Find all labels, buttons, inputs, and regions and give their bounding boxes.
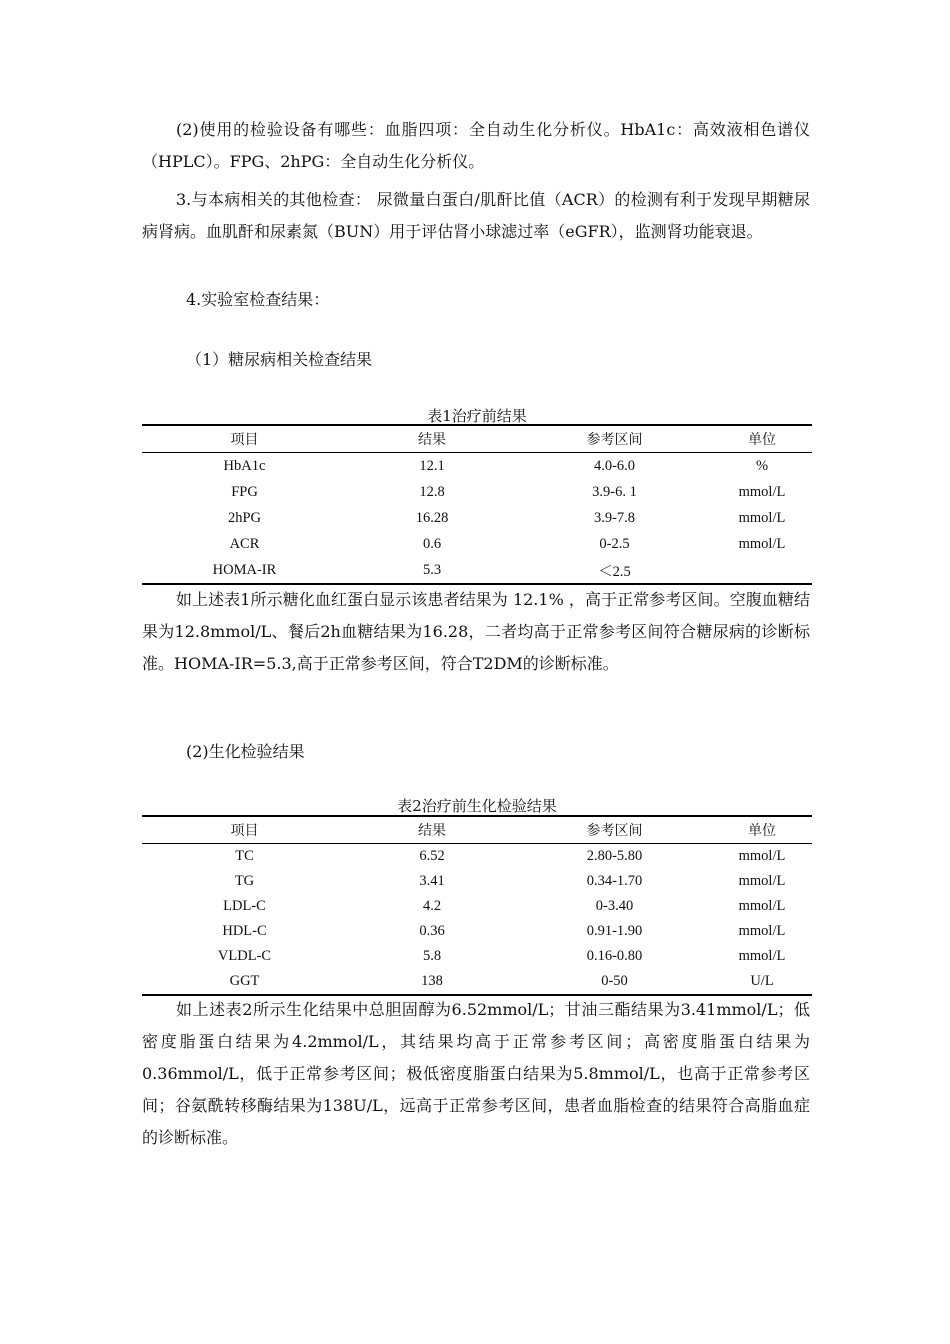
cell-result: 138 (347, 969, 517, 995)
cell-reference: ＜2.5 (517, 557, 712, 584)
cell-reference: 3.9-7.8 (593, 509, 636, 526)
column-header-item: 项目 (142, 816, 347, 844)
cell-unit: mmol/L (738, 898, 786, 914)
cell-unit: mmol/L (738, 923, 786, 939)
table-header-row (142, 816, 812, 844)
cell-item: HbA1c (223, 457, 266, 474)
table-row (142, 919, 812, 944)
cell-item: VLDL-C (217, 948, 272, 964)
table1-diabetes-results (142, 424, 812, 585)
table-row (142, 453, 812, 480)
table-row (142, 944, 812, 969)
cell-result: 16.28 (415, 509, 449, 526)
cell-reference: 2.80-5.80 (586, 848, 643, 864)
paragraph-other-tests: 3.与本病相关的其他检查： 尿微量白蛋白/肌酐比值（ACR）的检测有利于发现早期糖尿病肾病。血肌酐和尿素氮（BUN）用于评估肾小球滤过率（eGFR），监测肾功能衰退。 (142, 190, 810, 241)
column-header-unit: 单位 (712, 425, 812, 453)
cell-unit (712, 557, 812, 584)
table1-caption: 表1治疗前结果 (427, 407, 527, 425)
cell-item: HDL-C (222, 923, 267, 939)
cell-item: LDL-C (223, 898, 266, 914)
cell-item: ACR (229, 535, 260, 552)
cell-item: HOMA-IR (142, 557, 347, 584)
cell-reference: 0-50 (517, 969, 712, 995)
column-header-reference: 参考区间 (517, 425, 712, 453)
cell-item: TG (234, 873, 255, 889)
table-row (142, 505, 812, 531)
cell-item: GGT (142, 969, 347, 995)
table2-caption: 表2治疗前生化检验结果 (397, 797, 557, 815)
column-header-result: 结果 (347, 425, 517, 453)
table-row (142, 557, 812, 584)
table-row (142, 844, 812, 870)
column-header-item: 项目 (142, 425, 347, 453)
paragraph-table1-analysis: 如上述表1所示糖化血红蛋白显示该患者结果为 12.1% ，高于正常参考区间。空腹血糖结果为12.8mmol/L、餐后2h血糖结果为16.28，二者均高于正常参考区间符合糖尿病的诊断标准。HOMA-IR=5.3,高于正常参考区间，符合T2DM的诊断标准。 (142, 590, 810, 673)
cell-unit: mmol/L (738, 948, 786, 964)
cell-unit: U/L (712, 969, 812, 995)
heading-lab-results: 4.实验室检查结果： (186, 290, 330, 309)
cell-unit: mmol/L (738, 873, 786, 889)
cell-item: 2hPG (227, 509, 262, 526)
column-header-unit: 单位 (712, 816, 812, 844)
cell-unit: mmol/L (738, 535, 786, 552)
cell-reference: 4.0-6.0 (593, 457, 636, 474)
cell-unit: % (755, 457, 769, 474)
cell-reference: 0.91-1.90 (586, 923, 643, 939)
table-row (142, 894, 812, 919)
cell-result: 0.36 (419, 923, 445, 939)
table2-biochem-results (142, 815, 812, 996)
column-header-reference: 参考区间 (517, 816, 712, 844)
cell-item: TC (235, 848, 254, 864)
table-row (142, 531, 812, 557)
cell-reference: 3.9-6. 1 (592, 483, 637, 500)
cell-reference: 0-2.5 (599, 535, 630, 552)
cell-reference: 0.16-0.80 (586, 948, 643, 964)
paragraph-equipment: (2)使用的检验设备有哪些：血脂四项：全自动生化分析仪。HbA1c：高效液相色谱仪（HPLC）。FPG、2hPG：全自动生化分析仪。 (142, 120, 810, 171)
paragraph-table2-analysis: 如上述表2所示生化结果中总胆固醇为6.52mmol/L；甘油三酯结果为3.41mmol/L；低密度脂蛋白结果为4.2mmol/L，其结果均高于正常参考区间；高密度脂蛋白结果为0.36mmol/L，低于正常参考区间；极低密度脂蛋白结果为5.8mmol/L，也高于正常参考区间；谷氨酰转移酶结果为138U/L，远高于正常参考区间，患者血脂检查的结果符合高脂血症的诊断标准。 (142, 1000, 810, 1147)
table-row (142, 479, 812, 505)
cell-result: 5.3 (347, 557, 517, 584)
table-row (142, 869, 812, 894)
cell-result: 5.8 (422, 948, 442, 964)
table-row (142, 969, 812, 995)
cell-unit: mmol/L (738, 848, 786, 864)
cell-result: 3.41 (419, 873, 445, 889)
cell-result: 12.1 (419, 457, 445, 474)
cell-unit: mmol/L (738, 509, 786, 526)
table-header-row (142, 425, 812, 453)
cell-unit: mmol/L (738, 483, 786, 500)
cell-result: 12.8 (419, 483, 445, 500)
heading-diabetes-results: （1）糖尿病相关检查结果 (186, 350, 373, 369)
cell-reference: 0.34-1.70 (586, 873, 643, 889)
cell-result: 6.52 (419, 848, 445, 864)
cell-item: FPG (231, 483, 258, 500)
column-header-result: 结果 (347, 816, 517, 844)
cell-result: 0.6 (422, 535, 442, 552)
cell-reference: 0-3.40 (595, 898, 634, 914)
heading-biochem-results: (2)生化检验结果 (186, 742, 305, 761)
cell-result: 4.2 (422, 898, 442, 914)
